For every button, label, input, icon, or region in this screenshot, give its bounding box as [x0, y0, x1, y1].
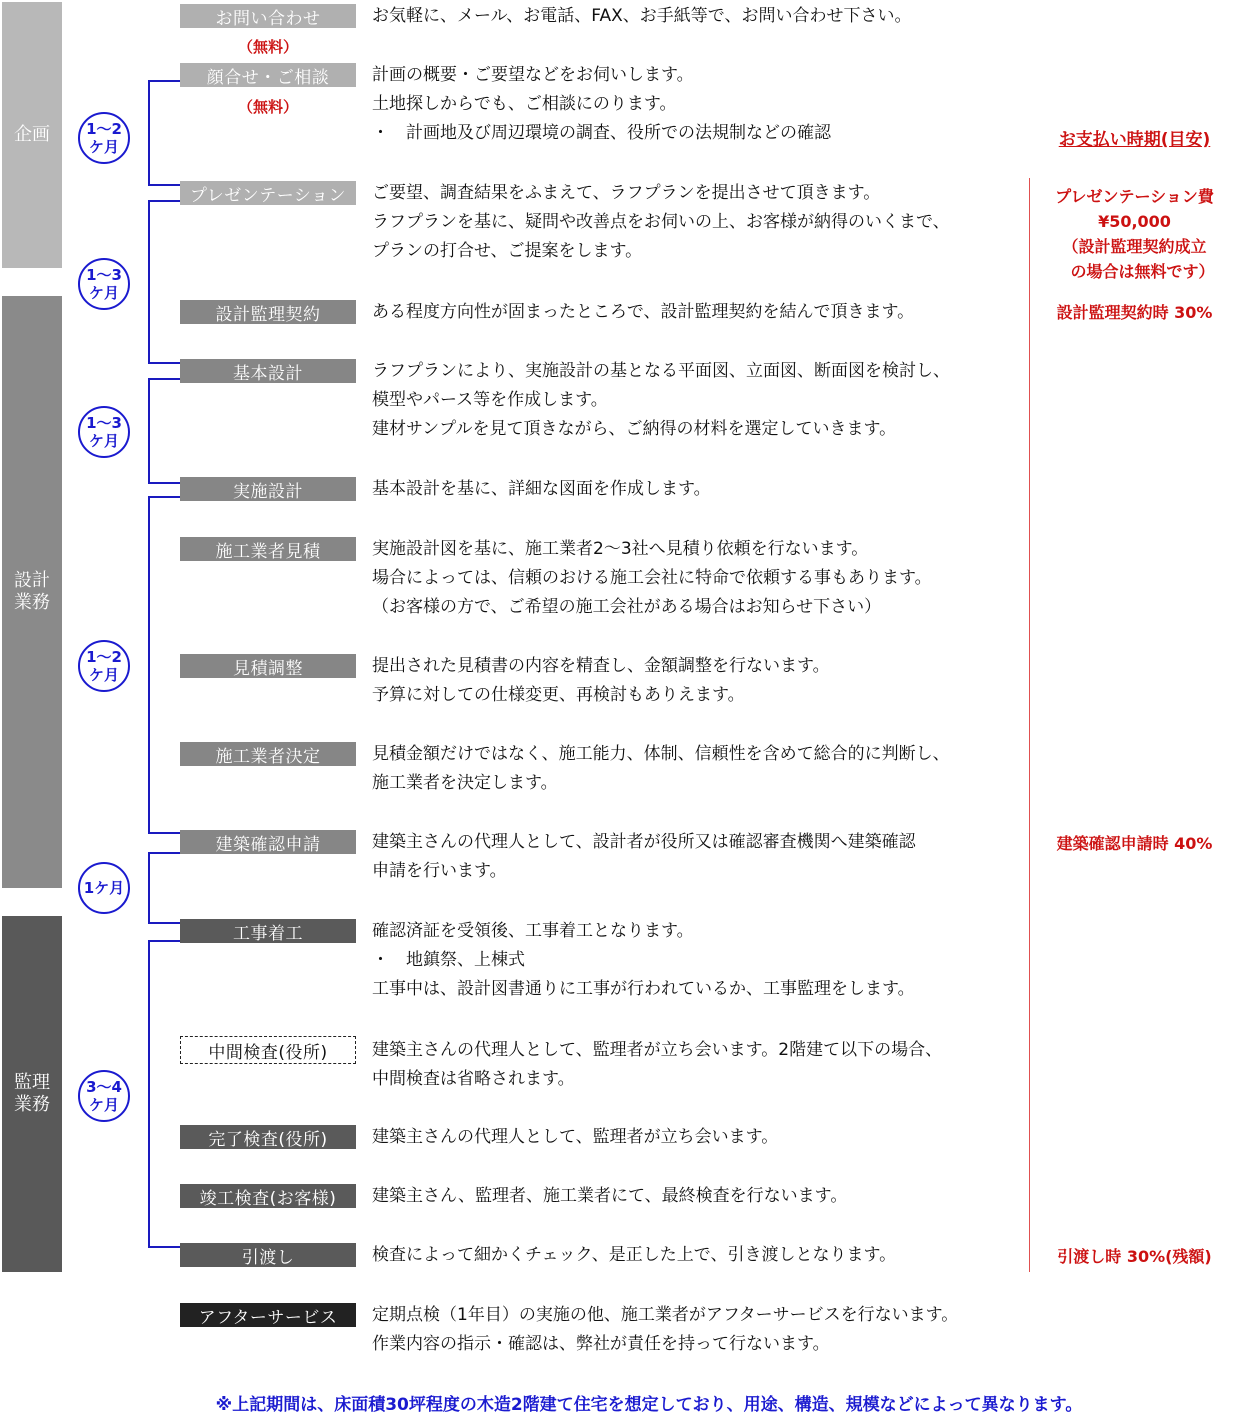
step-description: 建築主さん、監理者、施工業者にて、最終検査を行ないます。 — [372, 1186, 848, 1206]
duration-badge: 1〜3 ケ月 — [78, 258, 130, 310]
step-final-inspection: 竣工検査(お客様) — [180, 1184, 356, 1208]
step-inquiry: お問い合わせ — [180, 4, 356, 28]
step-after-service: アフターサービス — [180, 1303, 356, 1327]
step-description: 計画の概要・ご要望などをお伺いします。 土地探しからでも、ご相談にのります。 ・ 計画地及び周辺環境の調査、役所での法規制などの確認 — [372, 65, 831, 143]
step-description: 実施設計図を基に、施工業者2〜3社へ見積り依頼を行ないます。 場合によっては、信頼のおける施工会社に特命で依頼する事もあります。 （お客様の方で、ご希望の施工会社がある場合はお知らせ下さい） — [372, 539, 932, 617]
step-description: 定期点検（1年目）の実施の他、施工業者がアフターサービスを行ないます。 作業内容の指示・確認は、弊社が責任を持って行ないます。 — [372, 1305, 959, 1354]
step-design-contract: 設計監理契約 — [180, 300, 356, 324]
step-description: 検査によって細かくチェック、是正した上で、引き渡しとなります。 — [372, 1245, 897, 1265]
free-label: （無料） — [237, 98, 298, 116]
duration-badge: 1〜3 ケ月 — [78, 406, 130, 458]
free-label: （無料） — [237, 38, 298, 56]
step-description: ご要望、調査結果をふまえて、ラフプランを提出させて頂きます。 ラフプランを基に、疑問や改善点をお伺いの上、お客様が納得のいくまで、 プランの打合せ、ご提案をします。 — [372, 183, 950, 261]
footnote: ※上記期間は、床面積30坪程度の木造2階建て住宅を想定しており、用途、構造、規模などによって異なります。 — [215, 1395, 1083, 1415]
duration-badge: 1〜2 ケ月 — [78, 112, 130, 164]
step-consultation: 顔合せ・ご相談 — [180, 63, 356, 87]
step-presentation: プレゼンテーション — [180, 181, 356, 205]
step-completion-inspection: 完了検査(役所) — [180, 1125, 356, 1149]
payment-contract: 設計監理契約時 30% — [1056, 303, 1213, 322]
step-description: ある程度方向性が固まったところで、設計監理契約を結んで頂きます。 — [372, 302, 915, 322]
step-building-confirmation: 建築確認申請 — [180, 830, 356, 854]
duration-badge: 1ケ月 — [78, 862, 130, 914]
step-basic-design: 基本設計 — [180, 359, 356, 383]
step-contractor-decision: 施工業者決定 — [180, 742, 356, 766]
step-working-design: 実施設計 — [180, 477, 356, 501]
payment-divider — [1029, 178, 1030, 1272]
step-description: お気軽に、メール、お電話、FAX、お手紙等で、お問い合わせ下さい。 — [372, 6, 912, 26]
step-handover: 引渡し — [180, 1243, 356, 1267]
step-contractor-estimate: 施工業者見積 — [180, 537, 356, 561]
step-description: 確認済証を受領後、工事着工となります。 ・ 地鎮祭、上棟式 工事中は、設計図書通りに工事が行われているか、工事監理をします。 — [372, 921, 915, 999]
phase-planning: 企画 — [2, 2, 62, 268]
payment-schedule-heading: お支払い時期(目安) — [1058, 130, 1211, 150]
step-description: 提出された見積書の内容を精査し、金額調整を行ないます。 予算に対しての仕様変更、再検討もありえます。 — [372, 656, 830, 705]
duration-badge: 3〜4 ケ月 — [78, 1070, 130, 1122]
duration-badge: 1〜2 ケ月 — [78, 640, 130, 692]
payment-application: 建築確認申請時 40% — [1056, 834, 1213, 853]
step-construction-start: 工事着工 — [180, 919, 356, 943]
phase-supervision: 監理 業務 — [2, 916, 62, 1272]
step-estimate-adjustment: 見積調整 — [180, 654, 356, 678]
step-description: 建築主さんの代理人として、設計者が役所又は確認審査機関へ建築確認 申請を行います。 — [372, 832, 916, 881]
step-description: ラフプランにより、実施設計の基となる平面図、立面図、断面図を検討し、 模型やパース等を作成します。 建材サンプルを見て頂きながら、ご納得の材料を選定していきます。 — [372, 361, 950, 439]
phase-design: 設計 業務 — [2, 296, 62, 888]
payment-handover: 引渡し時 30%(残額) — [1057, 1247, 1212, 1266]
step-description: 基本設計を基に、詳細な図面を作成します。 — [372, 479, 711, 499]
payment-presentation-fee: プレゼンテーション費 ¥50,000 （設計監理契約成立 の場合は無料です） — [1055, 187, 1215, 281]
step-description: 建築主さんの代理人として、監理者が立ち会います。2階建て以下の場合、 中間検査は省略されます。 — [372, 1040, 943, 1089]
step-description: 見積金額だけではなく、施工能力、体制、信頼性を含めて総合的に判断し、 施工業者を決定します。 — [372, 744, 950, 793]
step-interim-inspection: 中間検査(役所) — [180, 1036, 356, 1064]
step-description: 建築主さんの代理人として、監理者が立ち会います。 — [372, 1127, 779, 1147]
